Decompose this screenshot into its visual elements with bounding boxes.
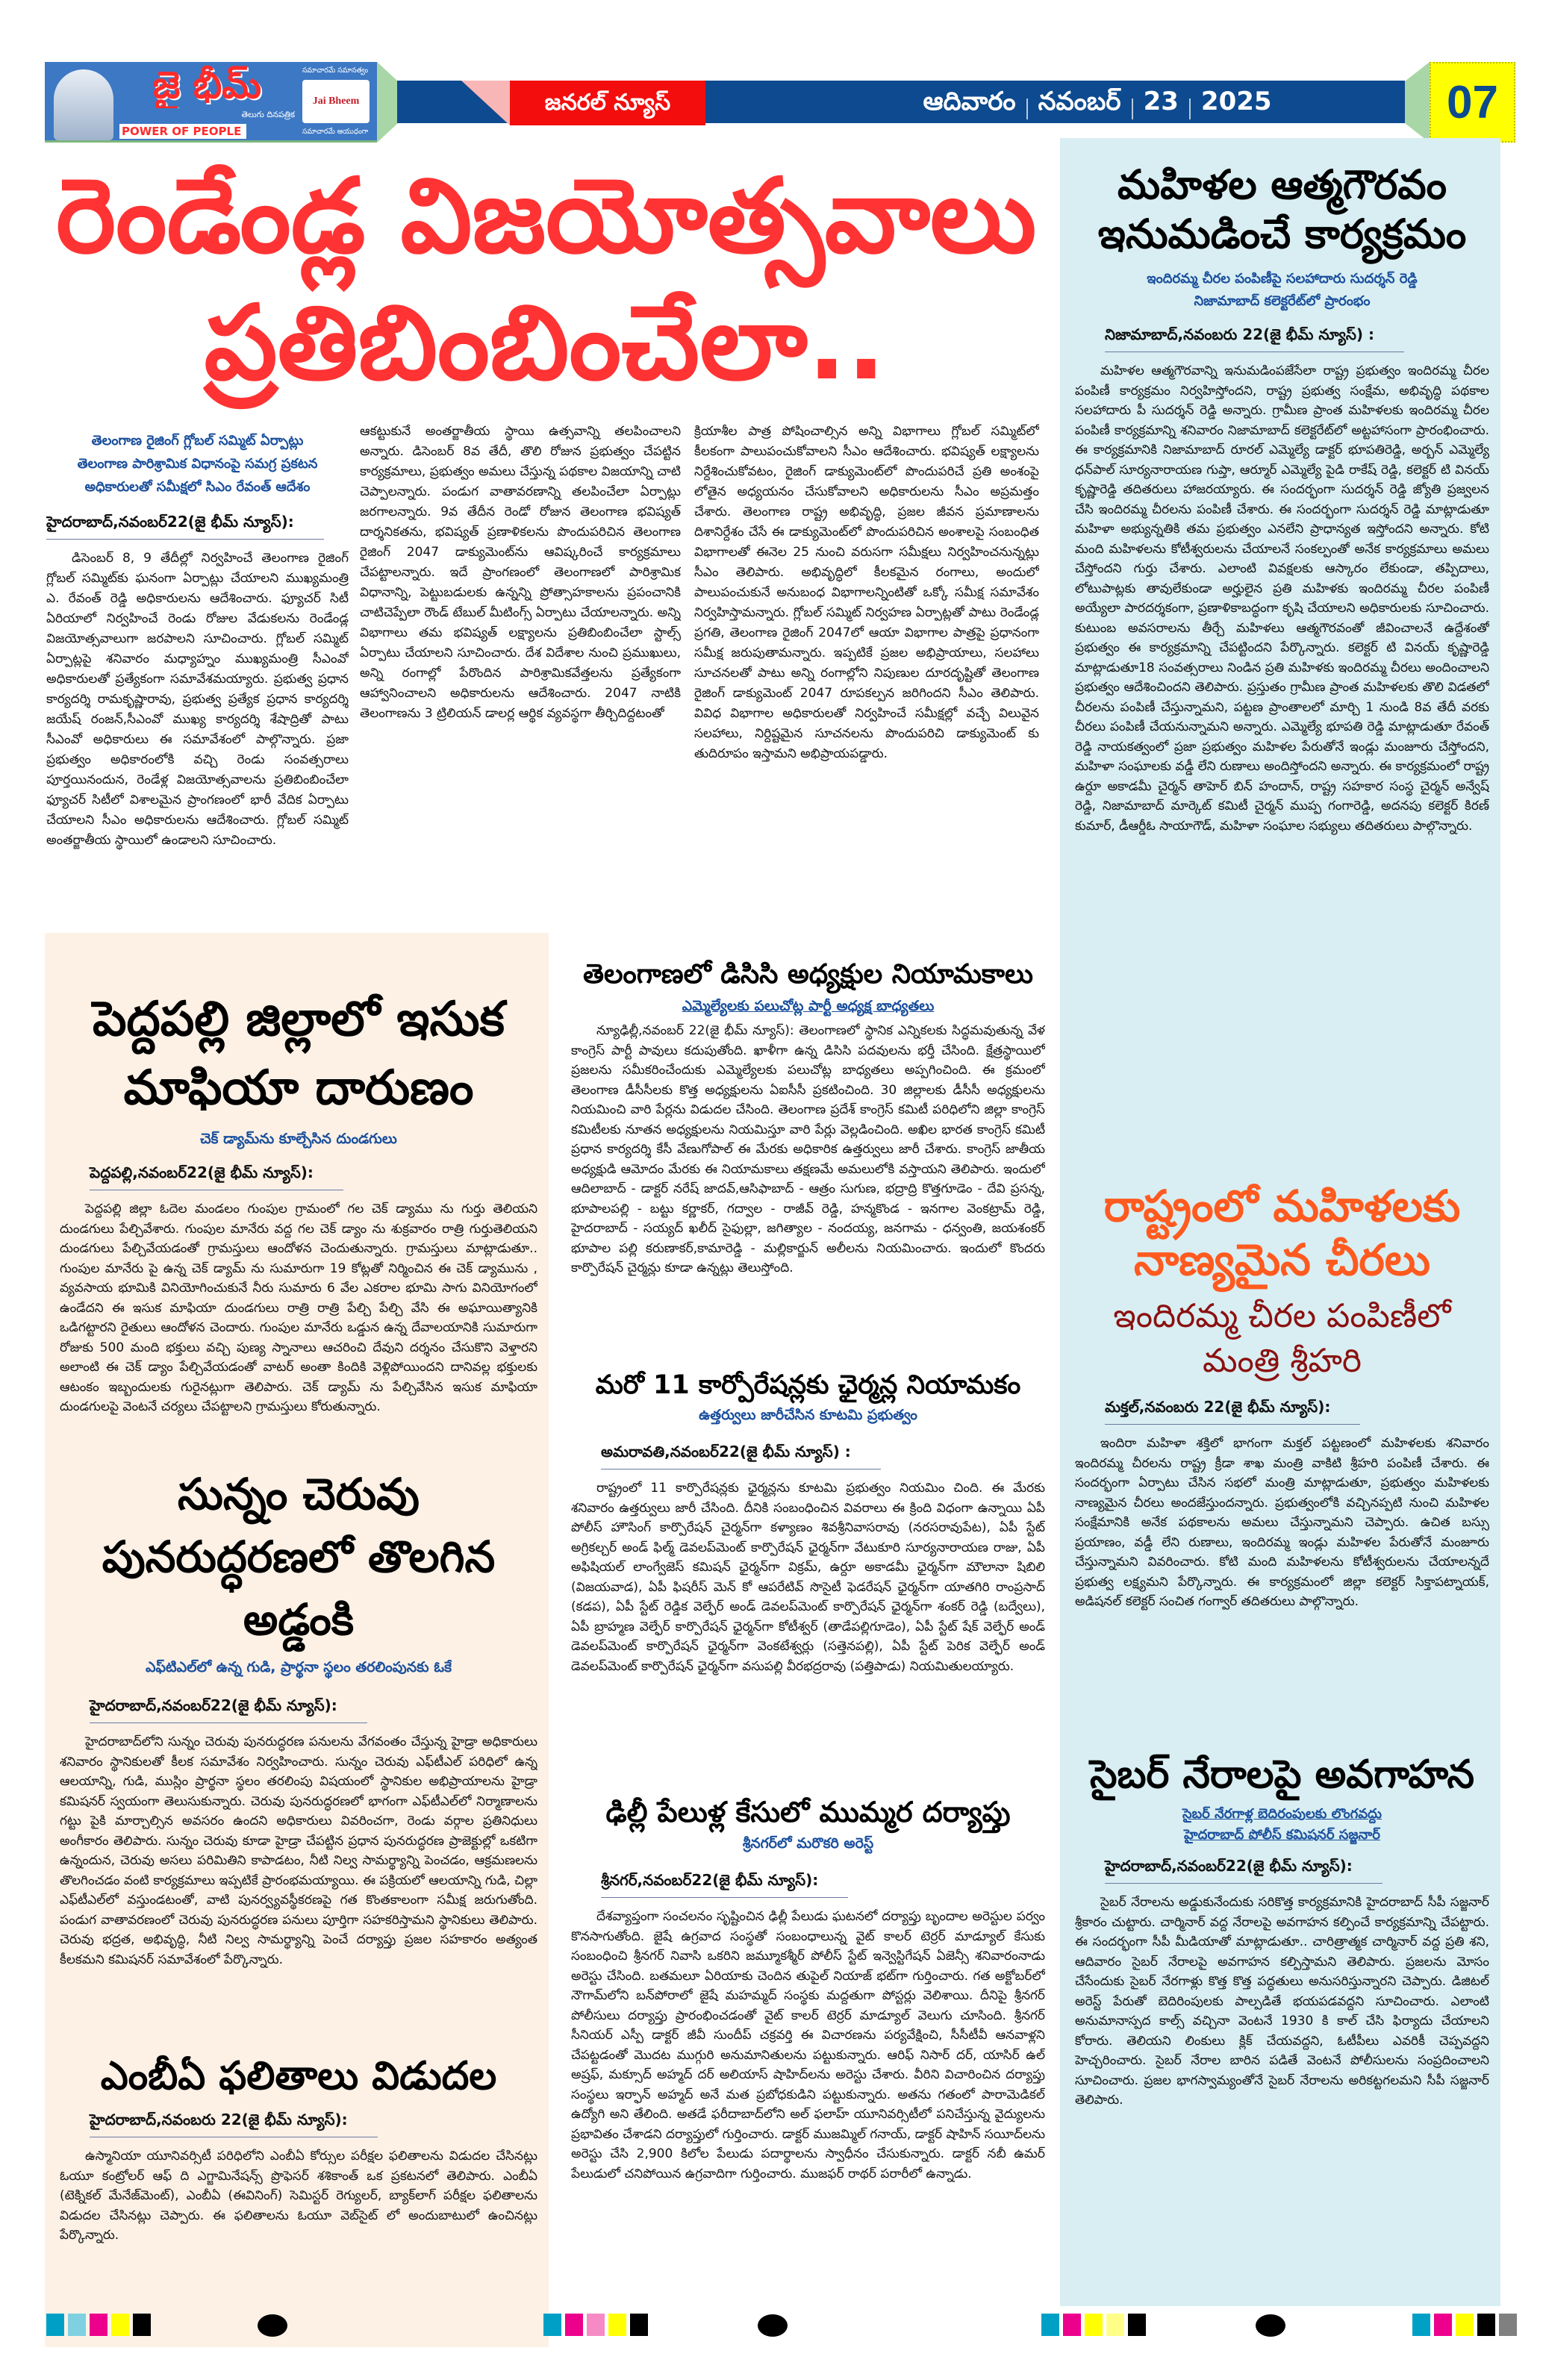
subhead: నిజామాబాద్ కలెక్టరేట్‌లో ప్రారంభం [1194, 293, 1371, 309]
paper-name [119, 62, 295, 108]
sunnam-lake-subhead: ఎఫ్‌టిఎల్‌లో ఉన్న గుడి, ప్రార్థనా స్థలం తరలింపునకు ఓకే [145, 1659, 452, 1675]
cyber-story [1075, 1750, 1489, 2299]
sarees-dateline: మక్తల్,నవంబరు 22(జై భీమ్ న్యూస్): [1105, 1396, 1360, 1425]
issue-month: నవంబర్ [1038, 87, 1121, 116]
headline-line: ఇందిరమ్మ చీరల పంపిణీలో [1113, 1297, 1451, 1335]
subhead: సైబర్ నేరగాళ్ల బెదిరంపులకు లొంగవద్దు [1182, 1806, 1382, 1822]
women-dignity-story [1075, 160, 1489, 1175]
cyber-headline: సైబర్ నేరాలపై అవగాహన [1089, 1752, 1475, 1797]
cyber-body: సైబర్ నేరాలను అడ్డుకునేందుకు సరికొత్త కార్యక్రమానికి హైదరాబాద్ సీపీ సజ్జనార్ శ్రీకారం చుట్టారు. చార్మినార్ వద్ద నేరాలపై అవగాహన కల్పించే కార్యక్రమాన్ని చేపట్టారు. ఈ సందర్భంగా సీపీ మీడియాతో మాట్లాడుతూ.. చారిత్రాత్మక చార్మినార్ వద్ద ప్రతి శని, ఆదివారం సైబర్ నేరాలపై అవగాహన కల్పిస్తామని తెలిపారు. ప్రజలను మోసం చేసేందుకు సైబర్ నేరగాళ్లు కొత్త కొత్త పద్ధతులు అనుసరిస్తున్నారని చెప్పారు. డిజిటల్ అరెస్ట్ పేరుతో బెదిరింపులకు పాల్పడితే భయపడవద్దని సూచించారు. ఎలాంటి అనుమానాస్పద కాల్స్ వచ్చినా వెంటనే 1930 కి కాల్ చేసి ఫిర్యాదు చేయాలని కోరారు. తెలియని లింకులు క్లిక్ చేయవద్దని, ఓటీపీలు ఎవరికీ చెప్పవద్దని హెచ్చరించారు. సైబర్ నేరాల బారిన పడితే వెంటనే పోలీసులను సంప్రదించాలని సూచించారు. ప్రజల భాగస్వామ్యంతోనే సైబర్ నేరాలను అరికట్టగలమని సీపీ సజ్జనార్ తెలిపారు. [1075, 1895, 1489, 2108]
sunnam-lake-story [60, 1463, 537, 2045]
delhi-blast-subhead: శ్రీనగర్‌లో మరొకరి అరెస్ట్ [742, 1835, 874, 1852]
sunnam-lake-headline: సున్నం చెరువు పునరుద్ధరణలో తొలగిన అడ్డంకి [102, 1469, 496, 1645]
women-dignity-dateline: నిజామాబాద్,నవంబరు 22(జై భీమ్ న్యూస్) : [1105, 323, 1404, 352]
page-number: 07 [1430, 62, 1515, 143]
registration-mark [258, 2314, 287, 2337]
headline-line: నాణ్యమైన చీరలు [1133, 1234, 1431, 1285]
women-dignity-body: మహిళల ఆత్మగౌరవాన్ని ఇనుమడింపజేసేలా రాష్ట్ర ప్రభుత్వం ఇందిరమ్మ చీరల పంపిణీ కార్యక్రమం నిర్వహిస్తోందని, రాష్ట్ర ప్రభుత్వ సంక్షేమ, అభివృద్ధి పథకాల సలహాదారు పీ సుదర్శన్ రెడ్డి అన్నారు. గ్రామీణ ప్రాంత మహిళలకు ఇందిరమ్మ చీరల పంపిణీ కార్యక్రమాన్ని శనివారం నిజామాబాద్ కలెక్టరేట్‌లో అట్టహాసంగా ప్రారంభించారు. ఈ కార్యక్రమానికి నిజామాబాద్ రూరల్ ఎమ్మెల్యే డాక్టర్ భూపతిరెడ్డి, అర్బన్ ఎమ్మెల్యే ధన్‌పాల్ సూర్యనారాయణ గుప్తా, ఆర్మూర్ ఎమ్మెల్యే పైడి రాకేష్ రెడ్డి, కలెక్టర్ టి వినయ్ కృష్ణారెడ్డి తదితరులు హాజరయ్యారు. ఈ సందర్భంగా సుదర్శన్ రెడ్డి జ్యోతి ప్రజ్వలన చేసి ఇందిరమ్మ చీరలను పంపిణీ చేశారు. ఈ సందర్భంగా సుదర్శన్ రెడ్డి మాట్లాడుతూ మహిళా అభ్యున్నతికి తమ ప్రభుత్వం ఎనలేని ప్రాధాన్యత ఇస్తోందని అన్నారు. కోటి మంది మహిళలను కోటీశ్వరులను చేయాలనే సంకల్పంతో అనేక కార్యక్రమాలు అమలు చేస్తోందని గుర్తు చేశారు. ఎలాంటి వివక్షలకు ఆస్కారం లేకుండా, తప్పిదాలు, లోటుపాట్లకు తావులేకుండా అర్హులైన ప్రతి మహిళకు ఇందిరమ్మ చీరల పంపిణీ అయ్యేలా పారదర్శకంగా, ప్రణాళికాబద్ధంగా కృషి చేయాలని అధికారులకు సూచించారు. కుటుంబ అవసరాలను తీర్చే మహిళలు ఆత్మగౌరవంతో జీవించాలనే ఉద్దేశంతో ప్రభుత్వం ఈ కార్యక్రమాన్ని చేపట్టిందని పేర్కొన్నారు. కలెక్టర్ టి వినయ్ కృష్ణారెడ్డి మాట్లాడుతూ18 సంవత్సరాలు నిండిన ప్రతి మహిళకు ఇందిరమ్మ చీరలు అందించాలని ప్రభుత్వం ఆదేశించిందని తెలిపారు. ప్రస్తుతం గ్రామీణ ప్రాంత మహిళలకు తొలి విడతలో చీరలను పంపిణీ చేస్తున్నామని, పట్టణ ప్రాంతాలలో మార్చి 1 నుండి 8వ తేదీ వరకు చీరలు పంపిణీ చేయనున్నామని అన్నారు. ఎమ్మెల్యే భూపతి రెడ్డి మాట్లాడుతూ రేవంత్ రెడ్డి నాయకత్వంలో ప్రజా ప్రభుత్వం మహిళల పేరుతోనే ఇండ్లు మంజూరు చేస్తోందని, మహిళా సంఘాలకు వడ్డీ లేని రుణాలు అందిస్తోందని అన్నారు. ఈ కార్యక్రమంలో రాష్ట్ర ఉర్దూ అకాడమీ చైర్మన్ తాహెర్ బిన్ హందాన్, రాష్ట్ర సహకార సంస్థ చైర్మన్ అన్వేష్ రెడ్డి, నిజామాబాద్ మార్కెట్ కమిటీ చైర్మన్ ముప్ప గంగారెడ్డి, అదనపు కలెక్టర్ కిరణ్ కుమార్, డీఆర్డీఓ సాయాగౌడ్, మహిళా సంఘాల సభ్యులు తదితరులు పాల్గొన్నారు. [1075, 363, 1489, 834]
sand-mafia-story [60, 985, 537, 1448]
lead-subheads [46, 429, 349, 499]
section-label-text: జనరల్ న్యూస్ [544, 90, 671, 116]
delhi-blast-dateline: శ్రీనగర్,నవంబర్22(జై భీమ్ న్యూస్): [601, 1869, 848, 1898]
headline-line: మంత్రి శ్రీహరి [1203, 1342, 1362, 1380]
issue-date-number: 23 [1143, 87, 1179, 116]
color-bar [1412, 2314, 1517, 2336]
paper-slogan [119, 124, 246, 139]
issue-date [806, 81, 1388, 123]
headline-line: రాష్ట్రంలో మహిళలకు [1103, 1181, 1461, 1231]
sand-mafia-subhead: చెక్ డ్యామ్‌ను కూల్చేసిన దుండగులు [200, 1131, 397, 1147]
motto-bottom-text: సమాచారమే ఆయుధంగా [302, 128, 369, 136]
lead-subhead: అధికారులతో సమీక్షలో సిఎం రేవంత్ ఆదేశం [84, 479, 311, 495]
corporations-subhead: ఉత్తర్వులు జారీచేసిన కూటమి ప్రభుత్వం [699, 1407, 917, 1423]
delhi-blast-body: దేశవ్యాప్తంగా సంచలనం సృష్టించిన ఢిల్లీ పేలుడు ఘటనలో దర్యాప్తు బృందాల అరెస్టుల పర్వం కొనసాగుతోంది. జైషే ఉగ్రవాద సంస్థతో సంబంధాలున్న వైట్ కాలర్ టెర్రర్ మాడ్యూల్ కేసుకు సంబంధించి శ్రీనగర్ నివాసి ఒకరిని జమ్మూకశ్మీర్ పోలీస్ స్టేట్ ఇన్వెస్టిగేషన్ ఏజెన్సీ శనివారంనాడు అరెస్టు చేసింది. బతమలూ ఏరియాకు చెందిన తుపైల్ నియాజ్ భట్‌గా గుర్తించారు. గత అక్టోబర్‌లో నౌగామ్‌లోని బన్‌పోరాలో జైషే మహమ్మద్ సంస్థకు మద్దతుగా పోస్టర్లు వెలిశాయి. దీనిపై శ్రీనగర్ పోలీసులు దర్యాప్తు ప్రారంభించడంతో వైట్ కాలర్ టెర్రర్ మాడ్యూల్ వెలుగు చూసింది. శ్రీనగర్ సీనియర్ ఎస్పీ డాక్టర్ జీవీ సుందీప్ చక్రవర్తి ఈ విచారణను పర్యవేక్షించి, సీసీటీవీ ఆనవాళ్లని చేపట్టడంతో మొదట ముగ్గురి అనుమానితులను పట్టుకున్నారు. ఆరిఫ్ నిసార్ దర్, యాసిర్ ఉల్ అష్రఫ్, మక్సూద్ అహ్మద్ దర్ అలియాస్ షాహిద్‌లను అరెస్టు చేశారు. వీరిని విచారించిన దర్యాప్తు సంస్థలు ఇర్ఫాన్ అహ్మద్ అనే మత ప్రబోధకుడిని పట్టుకున్నారు. అతను గతంలో పారామెడికల్ ఉద్యోగి అని తేలింది. అతడే ఫరీదాబాద్‌లోని అల్ ఫలాహ్ యూనివర్సిటీలో పనిచేస్తున్న వైద్యులను ప్రభావితం చేశాడని దర్యాప్తులో గుర్తించారు. డాక్టర్ ముజమ్మిల్ గనాయ్, డాక్టర్ షాహిన్ సయీద్‌లను అరెస్టు చేసి 2,900 కిలోల పేలుడు పదార్థాలను స్వాధీనం చేసుకున్నారు. డాక్టర్ నబీ ఉమర్ పేలుడులో చనిపోయిన ఉగ్రవాదిగా గుర్తించారు. ముజఫర్ రాథర్ పరారీలో ఉన్నాడు. [571, 1909, 1045, 2181]
delhi-blast-story [571, 1791, 1045, 2317]
sarees-story [1075, 1179, 1489, 1746]
dcc-story [571, 955, 1045, 1343]
dcc-headline: తెలంగాణలో డిసిసి అధ్యక్షుల నియామకాలు [582, 959, 1034, 990]
corporations-body: రాష్ట్రంలో 11 కార్పొరేషన్లకు ఛైర్మన్లను కూటమి ప్రభుత్వం నియమిం చింది. ఈ మేరకు శనివారం ఉత్తర్వులు జారీ చేసింది. దీనికి సంబంధించిన వివరాలు ఈ క్రింది విధంగా ఉన్నాయి ఏపీ పోలీస్ హౌసింగ్ కార్పొరేషన్ చైర్మన్‌గా కళ్యాణం శివశ్రీనివాసరావు (నరసరావుపేట), ఏపీ స్టేట్ అగ్రికల్చర్ అండ్ ఫిల్మ్ డెవలప్‌మెంట్ కార్పొరేషన్ ఛైర్మన్‌గా వేటుకూరి సూర్యనారాయణ రాజు, ఏపీ అఫిషియల్ లాంగ్వేజెస్ కమిషన్ ఛైర్మన్‌గా విక్రమ్, ఉర్దూ అకాడమీ ఛైర్మన్‌గా మౌలానా షిబిలి (విజయవాడ), ఏపీ ఫిషరీస్ మెన్ కో ఆపరేటివ్ సొసైటీ ఫెడరేషన్ ఛైర్మన్‌గా యాతగిరి రాంప్రసాద్ (కడప), ఏపీ స్టేట్ రెడ్డిక వెల్ఫేర్ అండ్ డెవలప్‌మెంట్ కార్పొరేషన్ ఛైర్మన్‌గా శంకర్ రెడ్డి (బద్వేలు), ఏపీ బ్రాహ్మణ వెల్ఫేర్ కార్పొరేషన్ ఛైర్మన్‌గా కోటీశ్వర్ (తాడేపల్లిగూడెం), ఏపీ స్టేట్ షేక్ వెల్ఫేర్ అండ్ డెవలప్‌మెంట్ కార్పొరేషన్ ఛైర్మన్‌గా వెంకటేశ్వర్లు (సత్తెనపల్లి), ఏపీ స్టేట్ పెరిక వెల్ఫేర్ అండ్ డెవలప్‌మెంట్ కార్పొరేషన్ ఛైర్మన్‌గా వసుపల్లి వీరభద్రరావు (పత్తిపాడు) నియమితులయ్యారు. [571, 1481, 1045, 1674]
tv-logo-text: Jai Bheem [312, 96, 360, 107]
dcc-subhead: ఎమ్మెల్యేలకు పలుచోట్ల పార్టీ అధ్యక్ష బాధ్యతలు [682, 998, 935, 1014]
lead-body-3: క్రియాశీల పాత్ర పోషించాల్సిన అన్ని విభాగాలు గ్లోబల్ సమ్మిట్‌లో కీలకంగా పాలుపంచుకోవాలని సీఎం ఆదేశించారు. భవిష్యత్ లక్ష్యాలను నిర్దేశించుకోవటం, రైజింగ్ డాక్యుమెంట్‌లో పొందుపరిచే ప్రతి అంశంపై లోతైన అధ్యయనం చేసుకోవాలని అధికారులను సీఎం అప్రమత్తం చేశారు. తెలంగాణ రాష్ట్ర అభివృద్ధి, ప్రజల జీవన ప్రమాణాలను దిశానిర్దేశం చేసే ఈ డాక్యుమెంట్‌లో పొందుపరిచిన అంశాలపై సంబంధిత విభాగాలతో ఈనెల 25 నుంచి వరుసగా సమీక్షలు నిర్వహించనున్నట్లు సీఎం తెలిపారు. అభివృద్ధిలో కీలకమైన రంగాలు, అందులో పాలుపంచుకునే అనుబంధ విభాగాలన్నింటితో ఒక్కో సమీక్ష సమావేశం నిర్వహిస్తామన్నారు. గ్లోబల్ సమ్మిట్ నిర్వహణ ఏర్పాట్లతో పాటు రెండేండ్ల ప్రగతి, తెలంగాణ రైజింగ్ 2047లో ఆయా విభాగాల పాత్రపై ప్రధానంగా సమీక్ష జరుపుతామన్నారు. ఇప్పటికే ప్రజల అభిప్రాయాలు, సలహాలు సూచనలతో పాటు అన్ని రంగాల్లోని నిపుణుల దూరదృష్టితో తెలంగాణ రైజింగ్ డాక్యుమెంట్ 2047 రూపకల్పన జరిగిందని సీఎం తెలిపారు. వివిధ విభాగాల అధికారులతో నిర్వహించే సమీక్షల్లో వచ్చే విలువైన సలహాలు, నిర్దిష్టమైన సూచనలను పొందుపరిచి డాక్యుమెంట్ కు తుదిరూపం ఇస్తామని అభిప్రాయపడ్డారు. [694, 424, 1039, 761]
lead-subhead: తెలంగాణ పారిశ్రామిక విధానంపై సమగ్ర ప్రకటన [77, 456, 318, 472]
color-bar [543, 2314, 648, 2336]
sand-mafia-headline: పెద్దపల్లి జిల్లాలో ఇసుక మాఫియా దారుణం [93, 992, 505, 1116]
sarees-headline [1075, 1179, 1489, 1287]
motto-top [302, 65, 370, 77]
dcc-body: న్యూఢిల్లీ,నవంబర్ 22(జై భీమ్ న్యూస్): తెలంగాణలో స్థానిక ఎన్నికలకు సిద్ధమవుతున్న వేళ కాంగ్రెస్ పార్టీ పావులు కదుపుతోంది. ఖాళీగా ఉన్న డిసిసి పదవులను భర్తీ చేసింది. క్షేత్రస్థాయిలో ప్రజలను సమీకరించేందుకు ఎమ్మెల్యేలకు పలుచోట్ల బాధ్యతలు అప్పగించింది. ఈ క్రమంలో తెలంగాణ డీసీసీలకు కొత్త అధ్యక్షులను ఏఐసీసీ ప్రకటించింది. 30 జిల్లాలకు డీసీసీ అధ్యక్షులను నియమించి వారి పేర్లను విడుదల చేసింది. తెలంగాణ ప్రదేశ్ కాంగ్రెస్ కమిటీ పరిధిలోని జిల్లా కాంగ్రెస్ కమిటీలకు నూతన అధ్యక్షులను నియమిస్తూ వారి పేర్లు వెల్లడించింది. అఖిల భారత కాంగ్రెస్ కమిటీ ప్రధాన కార్యదర్శి కేసీ వేణుగోపాల్ ఈ మేరకు అధికారిక ఉత్తర్వులు జారీ చేశారు. కాంగ్రెస్ జాతీయ అధ్యక్షుడి ఆమోదం మేరకు ఈ నియామకాలు తక్షణమే అమలులోకి వస్తాయని తెలిపారు. ఇందులో ఆదిలాబాద్ - డాక్టర్ నరేష్ జాదవ్,ఆసిఫాబాద్ - ఆత్రం సుగుణ, భద్రాద్రి కొత్తగూడెం - దేవి ప్రసన్న, భూపాలపల్లి - బట్టు కర్ణాకర్, గద్వాల - రాజీవ్ రెడ్డి, హన్మకొండ - ఇనగాల వెంకట్రామ్ రెడ్డి, హైదరాబాద్ - సయ్యద్ ఖలీద్ సైఫుల్లా, జగిత్యాల - నందయ్య, జనగామ - ధన్వంతి, జయశంకర్ భూపాల పల్లి కరుణాకర్,కామారెడ్డి - మల్లికార్జున్ అలీలను నియమించారు. ఇందులో కొందరు కార్పొరేషన్ చైర్మన్లు కూడా ఉన్నట్లు తెలుస్తోంది. [571, 1023, 1045, 1275]
mba-results-dateline: హైదరాబాద్,నవంబరు 22(జై భీమ్ న్యూస్): [90, 2108, 378, 2137]
sunnam-lake-body: హైదరాబాద్‌లోని సున్నం చెరువు పునరుద్ధరణ పనులను వేగవంతం చేస్తున్న హైడ్రా అధికారులు శనివారం స్థానికులతో కీలక సమావేశం నిర్వహించారు. సున్నం చెరువు ఎఫ్‌టీఎల్ పరిధిలో ఉన్న ఆలయాన్ని, గుడి, ముస్లిం ప్రార్థనా స్థలం తరలింపు విషయంలో స్థానికుల అభిప్రాయాలను హైడ్రా కమిషనర్ స్వయంగా తెలుసుకున్నారు. చెరువు పునరుద్ధరణలో భాగంగా ఎఫ్‌టీఎల్‌లో నిర్మాణాలను గట్టు పైకి మార్చాల్సిన అవసరం ఉందని అధికారులు వివరించగా, రెండు వర్గాల ప్రతినిధులు అంగీకారం తెలిపారు. సున్నం చెరువు కూడా హైడ్రా చేపట్టిన ప్రధాన పునరుద్ధరణ ప్రాజెక్టుల్లో ఒకటిగా ఉన్నందున, చెరువు అసలు పరిమితిని కాపాడటం, నీటి నిల్వ సామర్థ్యాన్ని పెంచడం, ఆక్రమణలను తొలగించడం వంటి కార్యక్రమాలు ఇప్పటికే ప్రారంభమయ్యాయి. ఈ పక్రియలో ఆలయాన్ని గుడి, చిల్లా ఎఫ్‌టీఎల్‌లో వస్తుండటంతో, వాటి పునర్వ్యవస్థీకరణపై గత కొంతకాలంగా సమీక్ష జరుగుతోంది. పండుగ వాతావరణంలో చెరువు పునరుద్ధరణ పనులు పూర్తిగా సహకరిస్తామని స్థానికులు తెలిపారు. చెరువు భద్రత, అభివృద్ధి, నీటి నిల్వ సామర్థ్యాన్ని పెంచే దర్యాప్తు ప్రజల సహకారం అత్యంత కీలకమని కమిషనర్ సమావేశంలో పేర్కొన్నారు. [60, 1734, 537, 1967]
headline-line: ఇనుమడించే కార్యక్రమం [1097, 210, 1467, 257]
header-connector-right [1405, 62, 1430, 143]
section-label [510, 81, 705, 125]
masthead-logo [45, 62, 377, 143]
mba-results-body: ఉస్మానియా యూనివర్సిటీ పరిధిలోని ఎంబీఏ కోర్సుల పరీక్షల ఫలితాలను విడుదల చేసినట్లు ఓయూ కంట్రోలర్ ఆఫ్ ది ఎగ్జామినేషన్స్ ప్రొఫెసర్ శశికాంత్ ఒక ప్రకటనలో తెలిపారు. ఎంబీఏ (టెక్నికల్ మేనేజ్‌మెంట్), ఎంబీఏ (ఈవినింగ్) సెమిస్టర్ రెగ్యులర్, బ్యాక్‌లాగ్ పరీక్షల ఫలితాలను విడుదల చేసినట్లు చెప్పారు. ఈ ఫలితాలను ఓయూ వెబ్‌సైట్ లో అందుబాటులో ఉంచినట్లు పేర్కొన్నారు. [60, 2149, 537, 2243]
corporations-headline: మరో 11 కార్పోరేషన్లకు ఛైర్మన్ల నియామకం [595, 1370, 1021, 1400]
lead-story-column-2 [360, 422, 681, 929]
paper-name-text: జై భీమ్ [152, 63, 262, 107]
subhead: హైదరాబాద్ పోలీస్ కమిషనర్ సజ్జనార్ [1184, 1827, 1380, 1843]
women-dignity-subheads [1075, 268, 1489, 313]
sand-mafia-body: పెద్దపల్లి జిల్లా ఓదెల మండలం గుంపుల గ్రామంలో గల చెక్ డ్యాము ను గుర్తు తెలియని దుండగులు పేల్చివేశారు. గుంపుల మానేరు వద్ద గల చెక్ డ్యాం ను శుక్రవారం రాత్రి గుర్తుతెలియని దుండగులు పేల్చివేయడంతో గ్రామస్తులు ఆందోళన చెందుతున్నారు. గ్రామస్తులు మాట్లాడుతూ.. గుంపుల మానేరు పై ఉన్న చెక్ డ్యామ్ ను సుమారుగా 19 కోట్లతో నిర్మించిన ఈ చెక్ డ్యామును , వ్యవసాయ భూమికి వినియోగించుకునే నీరు సుమారు 6 వేల ఎకరాల భూమి సాగు వినియోగంలో ఉండేదని ఈ ఇసుక మాఫియా దుండగులు రాత్రి రాత్రి పేల్చి పేల్చి వేసి ఈ అఘాయిత్యానికి ఒడిగట్టారని రైతులు ఆందోళన చెందారు. గుంపుల మానేరు ఒడ్డున ఉన్న దేవాలయానికి సుమారుగా రోజుకు 500 మంది భక్తులు వచ్చి పుణ్య స్నానాలు ఆచరించి దేవుని దర్శనం చేసుకొని వెళ్తారని అలాంటి ఈ చెక్ డ్యాం పేల్చివేయడంతో వాటర్ అంతా కిందికి వెళ్లిపోయిందని దానివల్ల భక్తులకు ఆటంకం ఇబ్బందులకు గురైనట్లుగా తెలిపారు. చెక్ డ్యామ్ ను పేల్చివేసిన ఇసుక మాఫియా దుండగులపై వెంటనే చర్యలు చేపట్టాలని గ్రామస్తులు కోరుతున్నారు. [60, 1202, 537, 1414]
motto-top-text: సమాచారమే సమానత్వం [302, 66, 369, 75]
sarees-subheadline [1075, 1294, 1489, 1384]
sunnam-lake-dateline: హైదరాబాద్,నవంబర్22(జై భీమ్ న్యూస్): [90, 1694, 367, 1723]
header-connector [377, 62, 398, 143]
lead-subhead: తెలంగాణ రైజింగ్ గ్లోబల్ సమ్మిట్ ఏర్పాట్లు [91, 433, 304, 449]
lead-headline-line2: ప్రతిబింబించేలా.. [204, 283, 886, 403]
mba-results-story [60, 2049, 537, 2340]
color-bar [1041, 2314, 1146, 2336]
color-bar [46, 2314, 151, 2336]
subhead: ఇందిరమ్మ చీరల పంపిణీపై సలహాదారు సుదర్శన్ రెడ్డి [1147, 271, 1418, 287]
paper-tagline [119, 109, 295, 121]
lead-headline [45, 153, 1045, 410]
sarees-body: ఇందిరా మహిళా శక్తిలో భాగంగా మక్తల్ పట్టణంలో మహిళలకు శనివారం ఇందిరమ్మ చీరలను రాష్ట్ర క్రీడా శాఖ మంత్రి వాకిటి శ్రీహరి పంపిణీ చేశారు. ఈ సందర్భంగా ఏర్పాటు చేసిన సభలో మంత్రి మాట్లాడుతూ, ప్రభుత్వం మహిళలకు నాణ్యమైన చీరలు అందజేస్తుందన్నారు. ప్రభుత్వంలోకి వచ్చినప్పటి నుంచి మహిళల సంక్షేమానికి అనేక పథకాలను అమలు చేస్తున్నామని చెప్పారు. ఉచిత బస్సు ప్రయాణం, వడ్డీ లేని రుణాలు, ఇందిరమ్మ ఇండ్లు మహిళల పేరుతోనే మంజూరు చేస్తున్నామని వివరించారు. కోటి మంది మహిళలను కోటీశ్వరులను చేయాలన్నదే ప్రభుత్వ లక్ష్యమని పేర్కొన్నారు. ఈ కార్యక్రమంలో జిల్లా కలెక్టర్ సిక్తాపట్నాయక్, అడిషనల్ కలెక్టర్ సంచిత గంగ్వార్ తదితరులు పాల్గొన్నారు. [1075, 1436, 1489, 1609]
lead-body-2: ఆకట్టుకునే అంతర్జాతీయ స్థాయి ఉత్సవాన్ని తలపించాలని అన్నారు. డిసెంబర్ 8వ తేదీ, తొలి రోజున ప్రభుత్వం చేపట్టిన కార్యక్రమాలు, ప్రభుత్వం అమలు చేస్తున్న పథకాల విజయాన్ని చాటి చెప్పాలన్నారు. పండుగ వాతావరణాన్ని తలపించేలా ఏర్పాట్లు జరగాలన్నారు. 9వ తేదీన రెండో రోజున తెలంగాణ భవిష్యత్ దార్శనికతను, భవిష్యత్ ప్రణాళికలను పొందుపరిచిన తెలంగాణ రైజింగ్ 2047 డాక్యుమెంట్‌ను ఆవిష్కరించే కార్యక్రమాలు చేపట్టాలన్నారు. ఇదే ప్రాంగణంలో తెలంగాణలో పారిశ్రామిక విధానాన్ని, పెట్టుబడులకు ఉన్నన్ని ప్రోత్సాహకాలను ప్రపంచానికి చాటిచెప్పేలా రౌండ్ టేబుల్ మీటింగ్స్ ఏర్పాటు చేయాలన్నారు. అన్ని విభాగాలు తమ భవిష్యత్ లక్ష్యాలను ప్రతిబింబించేలా స్టాల్స్ ఏర్పాటు చేయాలని సూచించారు. దేశ విదేశాల నుంచి ప్రముఖులు, అన్ని రంగాల్లో పేరొందిన పారిశ్రామికవేత్తలను ప్రత్యేకంగా ఆహ్వానించాలని అధికారులను ఆదేశించారు. 2047 నాటికి తెలంగాణను 3 ట్రిలియన్ డాలర్ల ఆర్థిక వ్యవస్థగా తీర్చిదిద్దటంతో [360, 424, 681, 721]
registration-mark [758, 2314, 788, 2337]
cyber-dateline: హైదరాబాద్,నవంబర్22(జై భీమ్ న్యూస్): [1105, 1855, 1383, 1884]
motto-bottom [302, 126, 370, 138]
lead-story-column-3 [694, 422, 1039, 929]
delhi-blast-headline: ఢిల్లీ పేలుళ్ల కేసులో ముమ్మర దర్యాప్తు [605, 1796, 1011, 1828]
lead-story-column-1 [46, 429, 349, 929]
paper-slogan-text: POWER OF PEOPLE [122, 125, 242, 138]
corporations-dateline: అమరావతి,నవంబర్22(జై భీమ్ న్యూస్) : [601, 1440, 881, 1469]
sand-mafia-dateline: పెద్దపల్లి,నవంబర్22(జై భీమ్ న్యూస్): [90, 1161, 343, 1190]
headline-line: మహిళల ఆత్మగౌరవం [1117, 161, 1447, 208]
lead-body-1: డిసెంబర్ 8, 9 తేదీల్లో నిర్వహించే తెలంగాణ రైజింగ్ గ్లోబల్ సమ్మిట్‌కు ఘనంగా ఏర్పాట్లు చేయాలని ముఖ్యమంత్రి ఎ. రేవంత్ రెడ్డి అధికారులను ఆదేశించారు. ఫ్యూచర్ సిటీ ఏరియాలో నిర్వహించే రెండు రోజుల వేడుకలను రెండేండ్ల విజయోత్సవాలుగా జరపాలని సూచించారు. గ్లోబల్ సమ్మిట్ ఏర్పాట్లపై శనివారం మధ్యాహ్నం ముఖ్యమంత్రి సీఎంవో అధికారులతో ప్రత్యేకంగా సమావేశమయ్యారు. ప్రభుత్వ ప్రధాన కార్యదర్శి రామకృష్ణారావు, ప్రభుత్వ ప్రత్యేక ప్రధాన కార్యదర్శి జయేష్ రంజన్,సీఎంవో ముఖ్య కార్యదర్శి శేషాద్రితో పాటు సీఎంవో అధికారులు ఈ సమావేశంలో పాల్గొన్నారు. ప్రజా ప్రభుత్వం అధికారంలోకి వచ్చి రెండు సంవత్సరాలు పూర్తయినందున, రెండేళ్ల విజయోత్సవాలను ప్రతిబింబించేలా ఫ్యూచర్ సిటీలో విశాలమైన ప్రాంగణంలో భారీ వేదిక ఏర్పాటు చేయాలని సీఎం అధికారులను ఆదేశించారు. గ్లోబల్ సమ్మిట్ అంతర్జాతీయ స్థాయిలో ఉండాలని సూచించారు. [46, 551, 349, 848]
women-dignity-headline [1075, 160, 1489, 259]
corporations-story [571, 1366, 1045, 1780]
portrait-image [54, 69, 113, 140]
cyber-subheads [1075, 1804, 1489, 1846]
registration-mark [1256, 2314, 1285, 2337]
lead-dateline: హైదరాబాద్,నవంబర్22(జై భీమ్ న్యూస్): [46, 510, 324, 540]
mba-results-headline: ఎంబీఏ ఫలితాలు విడుదల [100, 2054, 497, 2099]
lead-headline-line1: రెండేండ్ల విజయోత్సవాలు [56, 156, 1037, 276]
issue-year: 2025 [1200, 87, 1272, 116]
paper-tagline-text: తెలుగు దినపత్రిక [241, 110, 295, 119]
tv-logo [302, 80, 370, 123]
issue-day: ఆదివారం [923, 87, 1016, 116]
